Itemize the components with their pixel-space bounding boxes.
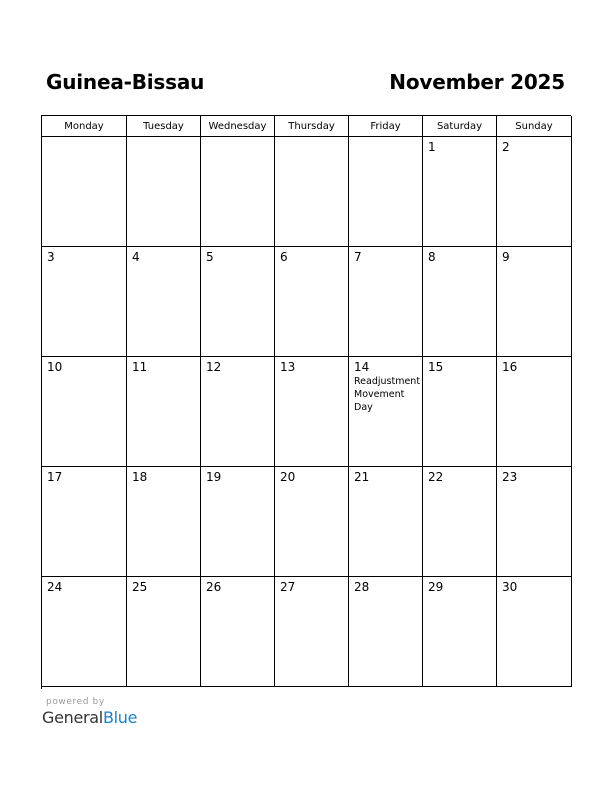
day-cell	[201, 577, 275, 687]
weekday-header-sunday: Sunday	[497, 116, 572, 137]
day-number: 6	[280, 250, 288, 264]
day-cell	[42, 357, 127, 467]
day-cell	[275, 357, 349, 467]
day-cell	[497, 467, 572, 577]
day-cell	[275, 577, 349, 687]
day-number: 25	[132, 580, 148, 594]
day-cell	[423, 467, 497, 577]
day-number: 11	[132, 360, 148, 374]
day-number: 3	[47, 250, 55, 264]
day-cell	[349, 357, 423, 467]
month-title: November 2025	[389, 70, 565, 94]
day-cell	[349, 577, 423, 687]
day-number: 21	[354, 470, 370, 484]
country-title: Guinea-Bissau	[46, 70, 205, 94]
day-number: 4	[132, 250, 140, 264]
brand-blue: Blue	[102, 708, 138, 727]
day-cell	[497, 137, 572, 247]
day-number: 1	[428, 140, 436, 154]
day-cell	[127, 137, 201, 247]
day-cell	[497, 247, 572, 357]
day-cell	[497, 357, 572, 467]
day-number: 5	[206, 250, 214, 264]
weekday-header-tuesday: Tuesday	[127, 116, 201, 137]
day-number: 30	[502, 580, 518, 594]
day-cell	[42, 247, 127, 357]
day-cell	[423, 577, 497, 687]
day-number: 16	[502, 360, 518, 374]
day-number: 27	[280, 580, 296, 594]
day-cell	[201, 247, 275, 357]
calendar-grid	[41, 115, 571, 689]
day-cell	[42, 577, 127, 687]
brand-general: General	[42, 708, 103, 727]
day-number: 8	[428, 250, 436, 264]
day-number: 9	[502, 250, 510, 264]
day-cell	[349, 137, 423, 247]
day-cell	[127, 467, 201, 577]
day-cell	[201, 467, 275, 577]
day-cell	[127, 357, 201, 467]
day-number: 10	[47, 360, 63, 374]
day-number: 19	[206, 470, 222, 484]
generalblue-logo[interactable]	[42, 708, 137, 727]
day-number: 28	[354, 580, 370, 594]
day-number: 2	[502, 140, 510, 154]
weekday-header-friday: Friday	[349, 116, 423, 137]
day-cell	[42, 137, 127, 247]
day-cell	[42, 467, 127, 577]
day-cell	[423, 137, 497, 247]
day-number: 7	[354, 250, 362, 264]
weekday-header-wednesday: Wednesday	[201, 116, 275, 137]
day-cell	[201, 357, 275, 467]
day-cell	[275, 467, 349, 577]
day-number: 12	[206, 360, 222, 374]
day-cell	[423, 247, 497, 357]
powered-by-label: powered by	[46, 697, 105, 707]
day-cell	[423, 357, 497, 467]
day-cell	[201, 137, 275, 247]
day-number: 18	[132, 470, 148, 484]
day-number: 26	[206, 580, 222, 594]
weekday-header-monday: Monday	[42, 116, 127, 137]
day-number: 22	[428, 470, 444, 484]
day-number: 17	[47, 470, 63, 484]
holiday-label: Readjustment Movement Day	[354, 376, 421, 413]
day-number: 29	[428, 580, 444, 594]
day-number: 24	[47, 580, 63, 594]
day-number: 23	[502, 470, 518, 484]
day-number: 15	[428, 360, 444, 374]
weekday-header-thursday: Thursday	[275, 116, 349, 137]
day-number: 14	[354, 360, 370, 374]
day-cell	[497, 577, 572, 687]
day-cell	[349, 247, 423, 357]
day-cell	[275, 247, 349, 357]
day-cell	[127, 247, 201, 357]
day-number: 20	[280, 470, 296, 484]
weekday-header-saturday: Saturday	[423, 116, 497, 137]
day-number: 13	[280, 360, 296, 374]
day-cell	[349, 467, 423, 577]
day-cell	[275, 137, 349, 247]
day-cell	[127, 577, 201, 687]
